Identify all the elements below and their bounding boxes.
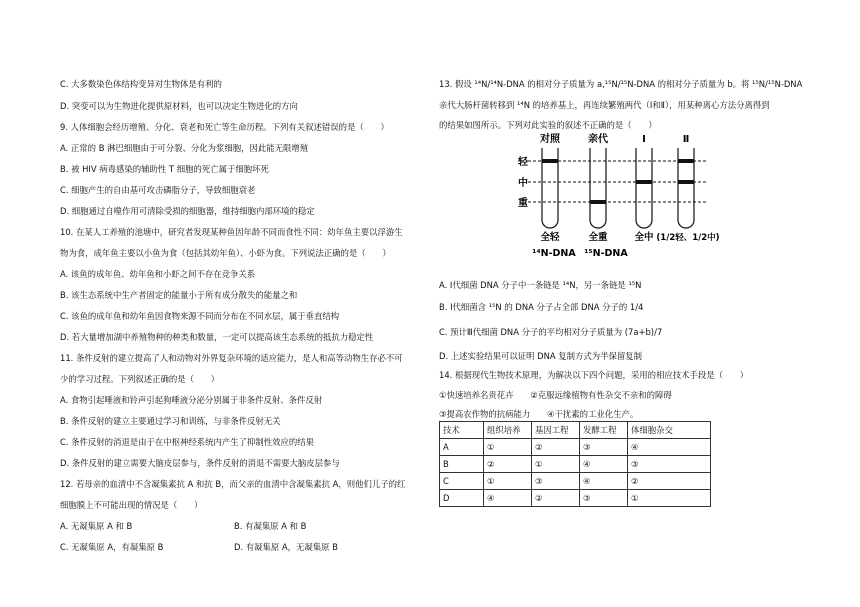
q13-stem-line1: 13. 假设 ¹⁴N/¹⁴N-DNA 的相对分子质量为 a,¹⁵N/¹⁵N-DNA 的相对分子质量为 b。将 ¹⁵N/¹⁵N-DNA bbox=[439, 79, 803, 89]
table-header-cell: 基因工程 bbox=[532, 422, 580, 439]
q13-stem-line2: 亲代大肠杆菌转移到 ¹⁴N 的培养基上，再连续繁殖两代（Ⅰ和Ⅱ），用某种离心方法分离得到 bbox=[439, 100, 770, 110]
table-cell: C bbox=[440, 473, 484, 490]
table-cell: ③ bbox=[580, 439, 628, 456]
q14-stem: 14. 根据现代生物技术原理，为解决以下四个问题，采用的相应技术手段是（ ） bbox=[439, 370, 749, 380]
table-cell: ④ bbox=[580, 456, 628, 473]
label-heavy: 重 bbox=[518, 198, 528, 209]
label-middle: 中 bbox=[518, 178, 528, 189]
q10-option-d: D. 若大量增加湖中养殖物种的种类和数量，一定可以提高该生态系统的抵抗力稳定性 bbox=[60, 332, 374, 342]
table-cell: ③ bbox=[532, 473, 580, 490]
table-header-cell: 组织培养 bbox=[484, 422, 532, 439]
q12-stem-line2: 细胞膜上不可能出现的情况是（ ） bbox=[60, 500, 203, 510]
table-header-cell: 体细胞杂交 bbox=[628, 422, 711, 439]
q10-option-b: B. 该生态系统中生产者固定的能量小于所有成分散失的能量之和 bbox=[60, 290, 298, 300]
technique-table bbox=[439, 421, 711, 507]
bottom-parent: 全重 bbox=[588, 232, 608, 243]
q10-option-c: C. 该鱼的成年鱼和幼年鱼因食物来源不同而分布在不同水层，属于垂直结构 bbox=[60, 311, 340, 321]
table-cell: ③ bbox=[628, 456, 711, 473]
header-control: 对照 bbox=[540, 134, 560, 145]
bottom-gen1: 全中 bbox=[634, 232, 654, 243]
q10-option-a: A. 该鱼的成年鱼、幼年鱼和小虾之间不存在竞争关系 bbox=[60, 269, 256, 279]
table-cell: A bbox=[440, 439, 484, 456]
label-light: 轻 bbox=[518, 157, 528, 168]
q12-option-c: C. 无凝集原 A，有凝集原 B bbox=[60, 542, 164, 552]
centrifuge-figure bbox=[510, 132, 720, 262]
q14-items-line1: ①快速培养名贵花卉 ②克服远缘植物有性杂交不亲和的障碍 bbox=[439, 390, 672, 400]
table-cell: ① bbox=[484, 473, 532, 490]
table-cell: B bbox=[440, 456, 484, 473]
q9-stem: 9. 人体细胞会经历增殖、分化、衰老和死亡等生命历程。下列有关叙述错误的是（ ） bbox=[60, 122, 389, 132]
table-cell: ④ bbox=[580, 473, 628, 490]
table-cell: ① bbox=[532, 456, 580, 473]
band-gen1-middle bbox=[636, 180, 652, 184]
bottom-gen2: (1/2轻、1/2中) bbox=[656, 233, 720, 243]
q9-option-d: D. 细胞通过自噬作用可清除受损的细胞器，维持细胞内部环境的稳定 bbox=[60, 206, 315, 216]
table-cell: D bbox=[440, 490, 484, 507]
table-header-cell: 技术 bbox=[440, 422, 484, 439]
header-gen1: Ⅰ bbox=[642, 134, 646, 145]
tube-parent bbox=[590, 148, 606, 228]
q11-option-a: A. 食物引起唾液和铃声引起狗唾液分泌分别属于非条件反射、条件反射 bbox=[60, 395, 323, 405]
q13-option-b: B. Ⅰ代细菌含 ¹⁵N 的 DNA 分子占全部 DNA 分子的 1/4 bbox=[439, 302, 644, 312]
table-row bbox=[440, 439, 711, 456]
q13-stem-line3: 的结果如图所示。下列对此实验的叙述不正确的是（ ） bbox=[439, 120, 657, 130]
table-header-cell: 发酵工程 bbox=[580, 422, 628, 439]
header-gen2: Ⅱ bbox=[682, 134, 690, 145]
q11-stem-line1: 11. 条件反射的建立提高了人和动物对外界复杂环境的适应能力，是人和高等动物生存必不可 bbox=[60, 353, 403, 363]
q9-option-c: C. 细胞产生的自由基可攻击磷脂分子，导致细胞衰老 bbox=[60, 185, 256, 195]
table-cell: ② bbox=[532, 439, 580, 456]
q9-option-a: A. 正常的 B 淋巴细胞由于可分裂、分化为浆细胞，因此能无限增殖 bbox=[60, 143, 309, 153]
q10-stem-line2: 物为食，成年鱼主要以小鱼为食（包括其幼年鱼）、小虾为食。下列说法正确的是（ ） bbox=[60, 248, 391, 258]
q12-option-a: A. 无凝集原 A 和 B bbox=[60, 521, 133, 531]
table-cell: ② bbox=[628, 473, 711, 490]
q13-option-d: D. 上述实验结果可以证明 DNA 复制方式为半保留复制 bbox=[439, 351, 643, 361]
band-gen2-middle bbox=[678, 180, 694, 184]
q12-option-d: D. 有凝集原 A，无凝集原 B bbox=[234, 542, 338, 552]
band-control-light bbox=[542, 159, 558, 163]
q11-option-c: C. 条件反射的消退是由于在中枢神经系统内产生了抑制性效应的结果 bbox=[60, 437, 315, 447]
q12-option-b: B. 有凝集原 A 和 B bbox=[234, 521, 307, 531]
legend-14n: ¹⁴N-DNA bbox=[532, 248, 576, 259]
tube-gen1 bbox=[636, 148, 652, 228]
bottom-control: 全轻 bbox=[540, 232, 560, 243]
table-cell: ② bbox=[532, 490, 580, 507]
q8-option-c: C. 大多数染色体结构变异对生物体是有利的 bbox=[60, 79, 222, 89]
table-cell: ① bbox=[628, 490, 711, 507]
table-cell: ④ bbox=[628, 439, 711, 456]
header-parent: 亲代 bbox=[588, 134, 608, 145]
q11-stem-line2: 少的学习过程。下列叙述正确的是（ ） bbox=[60, 374, 220, 384]
table-row bbox=[440, 490, 711, 507]
table-cell: ② bbox=[484, 456, 532, 473]
q11-option-d: D. 条件反射的建立需要大脑皮层参与，条件反射的消退不需要大脑皮层参与 bbox=[60, 458, 340, 468]
q11-option-b: B. 条件反射的建立主要通过学习和训练，与非条件反射无关 bbox=[60, 416, 281, 426]
q9-option-b: B. 被 HIV 病毒感染的辅助性 T 细胞的死亡属于细胞坏死 bbox=[60, 164, 269, 174]
band-gen2-light bbox=[678, 159, 694, 163]
q12-stem-line1: 12. 若母亲的血清中不含凝集素抗 A 和抗 B，而父亲的血清中含凝集素抗 A，则他们儿子的红 bbox=[60, 479, 406, 489]
table-row bbox=[440, 456, 711, 473]
band-parent-heavy bbox=[590, 200, 606, 204]
table-cell: ① bbox=[484, 439, 532, 456]
q14-items-line2: ③提高农作物的抗病能力 ④干扰素的工业化生产。 bbox=[439, 409, 639, 419]
table-row bbox=[440, 473, 711, 490]
table-header-row bbox=[440, 422, 711, 439]
q10-stem-line1: 10. 在某人工养殖的池塘中，研究者发现某种鱼因年龄不同而食性不同：幼年鱼主要以浮游生 bbox=[60, 227, 403, 237]
table-cell: ③ bbox=[580, 490, 628, 507]
q13-option-c: C. 预计Ⅲ代细菌 DNA 分子的平均相对分子质量为 (7a+b)/7 bbox=[439, 327, 663, 337]
q8-option-d: D. 突变可以为生物进化提供原材料，也可以决定生物进化的方向 bbox=[60, 101, 298, 111]
q13-option-a: A. Ⅰ代细菌 DNA 分子中一条链是 ¹⁴N，另一条链是 ¹⁵N bbox=[439, 280, 642, 290]
table-cell: ④ bbox=[484, 490, 532, 507]
legend-15n: ¹⁵N-DNA bbox=[584, 248, 628, 259]
